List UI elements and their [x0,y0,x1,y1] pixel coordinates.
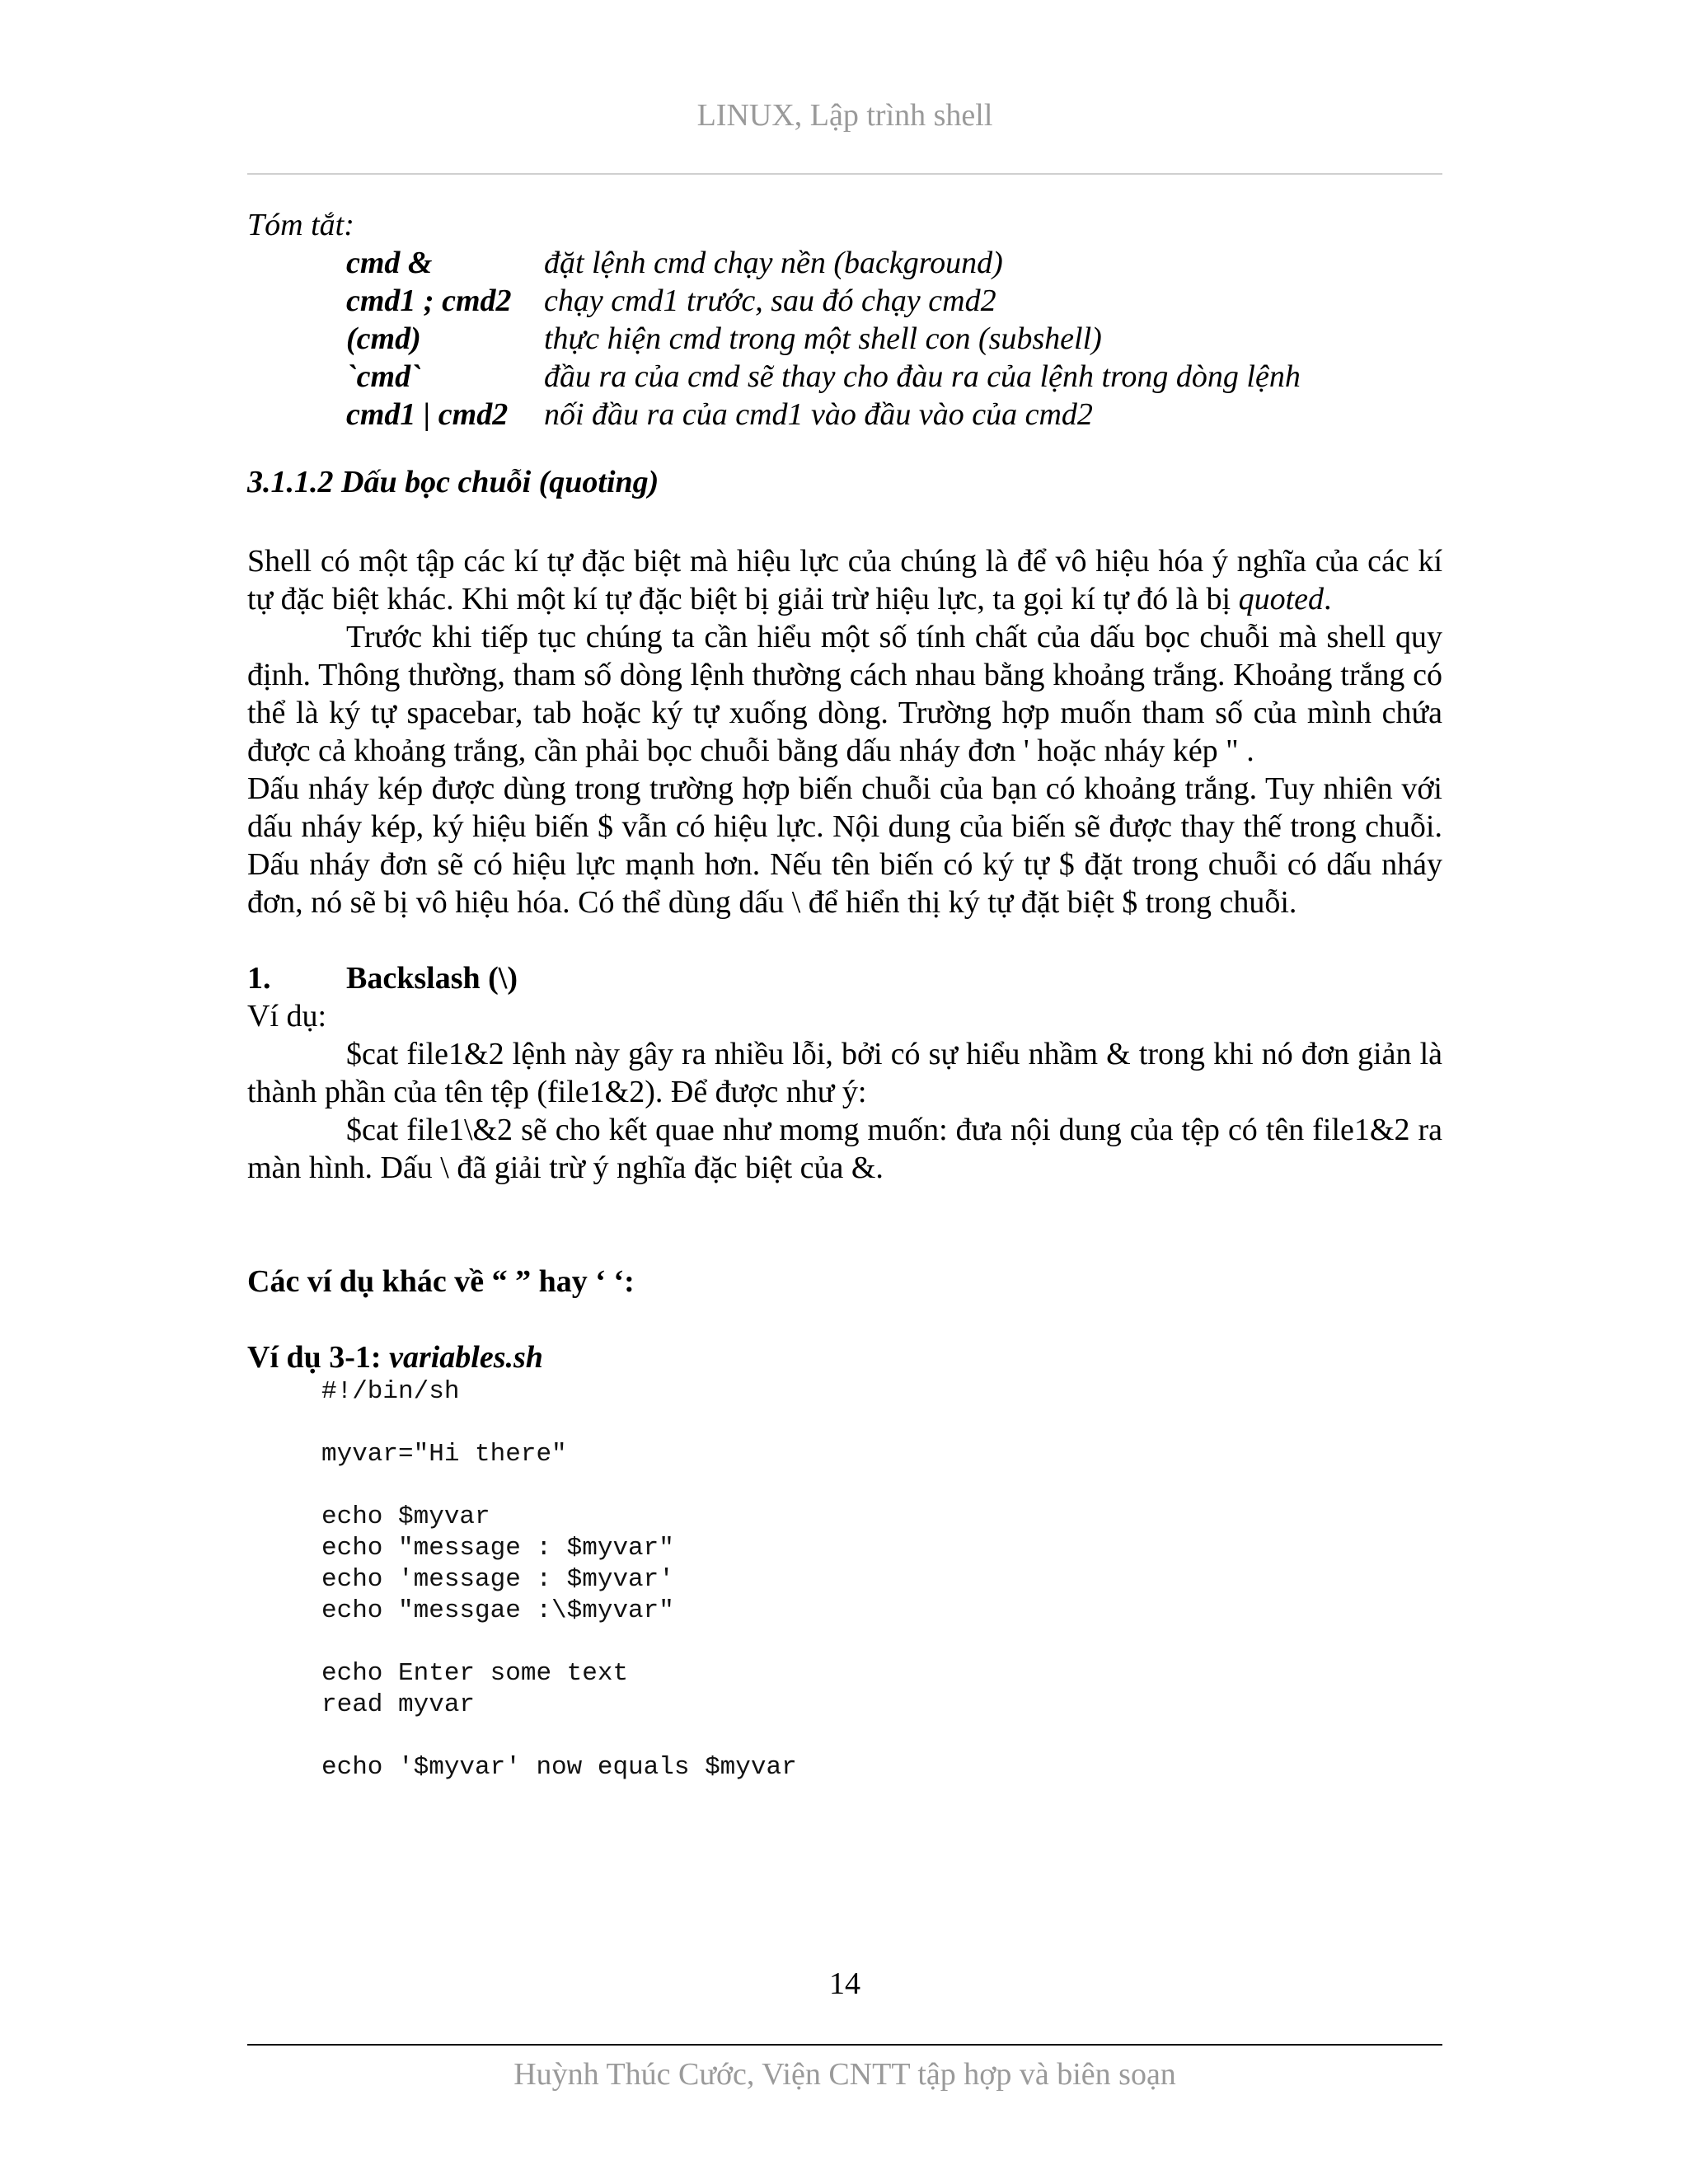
emphasis-quoted: quoted [1238,582,1325,616]
quoting-paragraph-3: Dấu nháy kép được dùng trong trường hợp biến chuỗi của bạn có khoảng trắng. Tuy nhiên với dấu nháy kép, ký hiệu biến $ vẫn có hiệu lực. Nội dung của biến sẽ được thay thế trong chuỗi. Dấu nháy đơn sẽ có hiệu lực mạnh hơn. Nếu tên biến có ký tự $ đặt trong chuỗi có dấu nháy đơn, nó sẽ bị vô hiệu hóa. Có thể dùng dấu \ để hiển thị ký tự đặt biệt $ trong chuỗi. [247,771,1442,920]
header-rule [247,173,1442,175]
list-number: 1. [247,961,271,996]
summary-description: đầu ra của cmd sẽ thay cho đàu ra của lệnh trong dòng lệnh [544,359,1301,394]
summary-description: chạy cmd1 trước, sau đó chạy cmd2 [544,284,996,318]
example-label: Ví dụ 3-1: [247,1340,390,1375]
summary-command: (cmd) [346,321,421,356]
summary-row [346,358,1301,396]
backslash-example-2: $cat file1\&2 sẽ cho kết quae như momg muốn: đưa nội dung của tệp có tên file1&2 ra màn hình. Dấu \ đã giải trừ ý nghĩa đặc biệt của &. [247,1113,1442,1185]
section-heading: 3.1.1.2 Dấu bọc chuỗi (quoting) [247,465,659,499]
page-number: 14 [829,1966,860,2001]
quoting-intro-paragraph [247,542,1442,618]
summary-description: thực hiện cmd trong một shell con (subshell) [544,321,1102,356]
summary-table [346,244,1301,434]
summary-description: nối đầu ra của cmd1 vào đầu vào của cmd2 [544,397,1093,432]
footer-rule [247,2044,1442,2046]
running-header: LINUX, Lập trình shell [696,98,993,133]
summary-command: cmd & [346,246,433,280]
example-label: Ví dụ: [247,999,327,1033]
other-examples-heading: Các ví dụ khác về “ ” hay ‘ ‘: [247,1264,635,1299]
summary-command: cmd1 ; cmd2 [346,284,512,318]
summary-row [346,396,1301,434]
backslash-heading [247,959,1442,997]
summary-title: Tóm tắt: [247,208,354,242]
summary-row [346,244,1301,282]
backslash-example-1: $cat file1&2 lệnh này gây ra nhiều lỗi, bởi có sự hiểu nhầm & trong khi nó đơn giản là thành phần của tên tệp (file1&2). Để được như ý: [247,1037,1442,1109]
summary-command: cmd1 | cmd2 [346,397,509,432]
code-block: #!/bin/sh myvar="Hi there" echo $myvar echo "message : $myvar" echo 'message : $myvar' echo "messgae :\$myvar" echo Enter some text read myvar echo '$myvar' now equals $myvar [321,1377,797,1782]
summary-command: `cmd` [346,359,421,394]
summary-description: đặt lệnh cmd chạy nền (background) [544,246,1003,280]
quoting-paragraph-2: Trước khi tiếp tục chúng ta cần hiểu một số tính chất của dấu bọc chuỗi mà shell quy định. Thông thường, tham số dòng lệnh thường cách nhau bằng khoảng trắng. Khoảng trắng có thể là ký tự spacebar, tab hoặc ký tự xuống dòng. Trường hợp muốn tham số của mình chứa được cả khoảng trắng, cần phải bọc chuỗi bằng dấu nháy đơn ' hoặc nháy kép " . [247,620,1442,768]
list-title: Backslash (\) [346,961,518,996]
example-filename: variables.sh [389,1340,543,1375]
summary-row [346,282,1301,320]
summary-row [346,320,1301,358]
page-content [247,206,1442,1783]
example-heading [247,1338,1442,1376]
paragraph-text: Shell có một tập các kí tự đặc biệt mà hiệu lực của chúng là để vô hiệu hóa ý nghĩa của các kí tự đặc biệt khác. Khi một kí tự đặc biệt bị giải trừ hiệu lực, ta gọi kí tự đó là bị [247,544,1442,616]
paragraph-period: . [1324,582,1332,616]
running-footer: Huỳnh Thúc Cước, Viện CNTT tập hợp và biên soạn [513,2057,1176,2092]
